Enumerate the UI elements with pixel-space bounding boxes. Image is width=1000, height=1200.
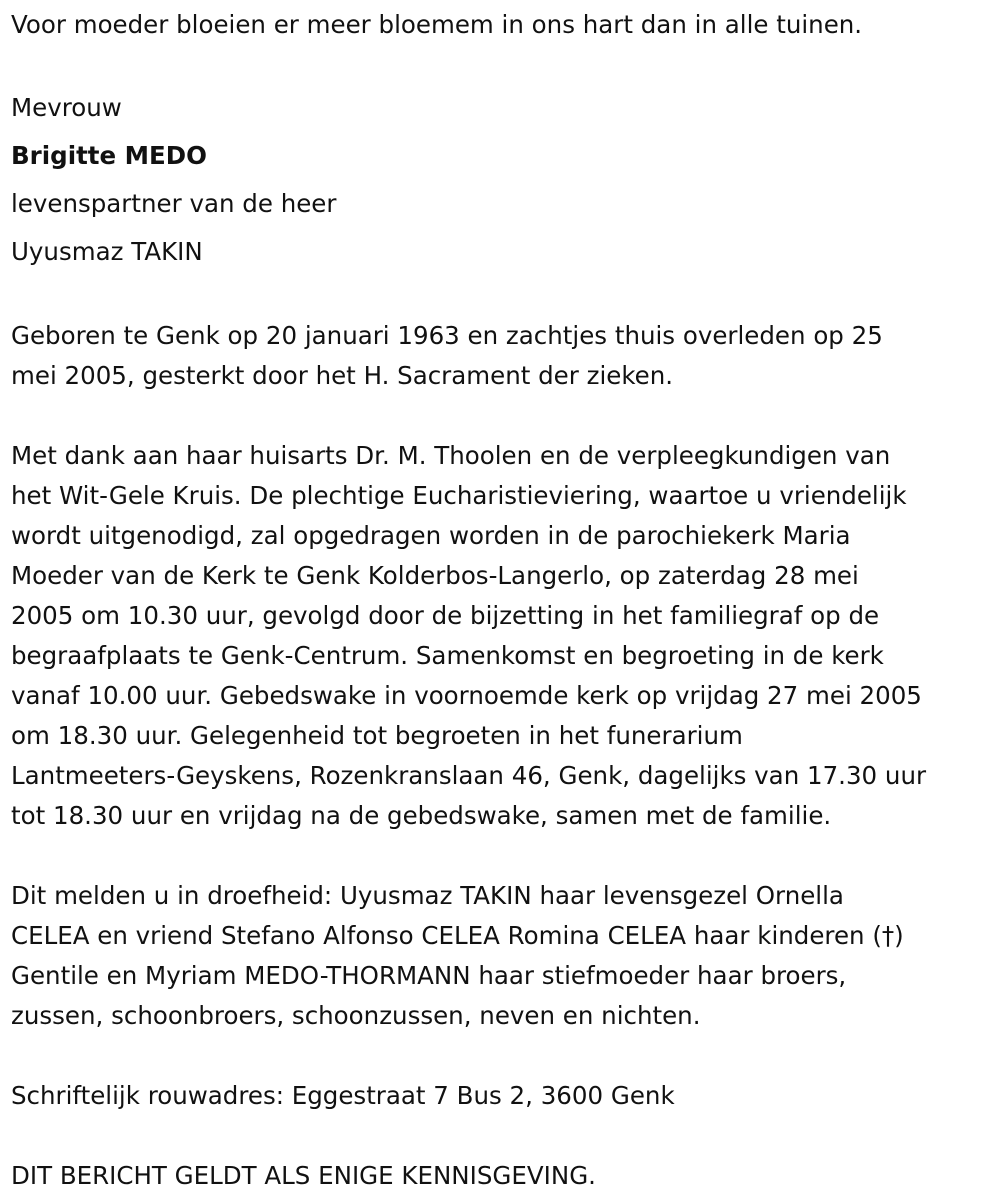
spacer (11, 1116, 993, 1156)
salutation: Mevrouw (11, 93, 122, 122)
spacer (11, 44, 993, 84)
birth-death-paragraph (11, 316, 993, 396)
paragraph-line: Met dank aan haar huisarts Dr. M. Thoolen en de verpleegkundigen van (11, 441, 891, 470)
opening-quote: Voor moeder bloeien er meer bloemem in ons hart dan in alle tuinen. (11, 10, 863, 39)
deceased-block (11, 84, 993, 276)
paragraph-line: vanaf 10.00 uur. Gebedswake in voornoemde kerk op vrijdag 27 mei 2005 (11, 681, 922, 710)
announcers-paragraph (11, 876, 993, 1036)
mourning-address: Schriftelijk rouwadres: Eggestraat 7 Bus 2, 3600 Genk (11, 1081, 675, 1110)
paragraph-line: tot 18.30 uur en vrijdag na de gebedswake, samen met de familie. (11, 801, 832, 830)
paragraph-line: het Wit-Gele Kruis. De plechtige Eucharistieviering, waartoe u vriendelijk (11, 481, 907, 510)
spacer (11, 1036, 993, 1076)
service-details-paragraph (11, 436, 993, 836)
paragraph-line: Lantmeeters-Geyskens, Rozenkranslaan 46, Genk, dagelijks van 17.30 uur (11, 761, 927, 790)
paragraph-line: CELEA en vriend Stefano Alfonso CELEA Romina CELEA haar kinderen (†) (11, 921, 904, 950)
spacer (11, 276, 993, 316)
obituary-notice (11, 6, 993, 1196)
spacer (11, 836, 993, 876)
paragraph-line: begraafplaats te Genk-Centrum. Samenkomst en begroeting in de kerk (11, 641, 884, 670)
deceased-name: Brigitte MEDO (11, 141, 207, 170)
closing-notice: DIT BERICHT GELDT ALS ENIGE KENNISGEVING. (11, 1161, 596, 1190)
partner-name: Uyusmaz TAKIN (11, 237, 203, 266)
paragraph-line: Moeder van de Kerk te Genk Kolderbos-Langerlo, op zaterdag 28 mei (11, 561, 859, 590)
paragraph-line: Dit melden u in droefheid: Uyusmaz TAKIN haar levensgezel Ornella (11, 881, 844, 910)
paragraph-line: 2005 om 10.30 uur, gevolgd door de bijzetting in het familiegraf op de (11, 601, 880, 630)
paragraph-line: Gentile en Myriam MEDO-THORMANN haar stiefmoeder haar broers, (11, 961, 847, 990)
relation-text: levenspartner van de heer (11, 189, 337, 218)
paragraph-line: Geboren te Genk op 20 januari 1963 en zachtjes thuis overleden op 25 (11, 321, 883, 350)
paragraph-line: mei 2005, gesterkt door het H. Sacrament der zieken. (11, 361, 674, 390)
paragraph-line: om 18.30 uur. Gelegenheid tot begroeten in het funerarium (11, 721, 743, 750)
paragraph-line: zussen, schoonbroers, schoonzussen, neven en nichten. (11, 1001, 701, 1030)
spacer (11, 396, 993, 436)
paragraph-line: wordt uitgenodigd, zal opgedragen worden in de parochiekerk Maria (11, 521, 851, 550)
